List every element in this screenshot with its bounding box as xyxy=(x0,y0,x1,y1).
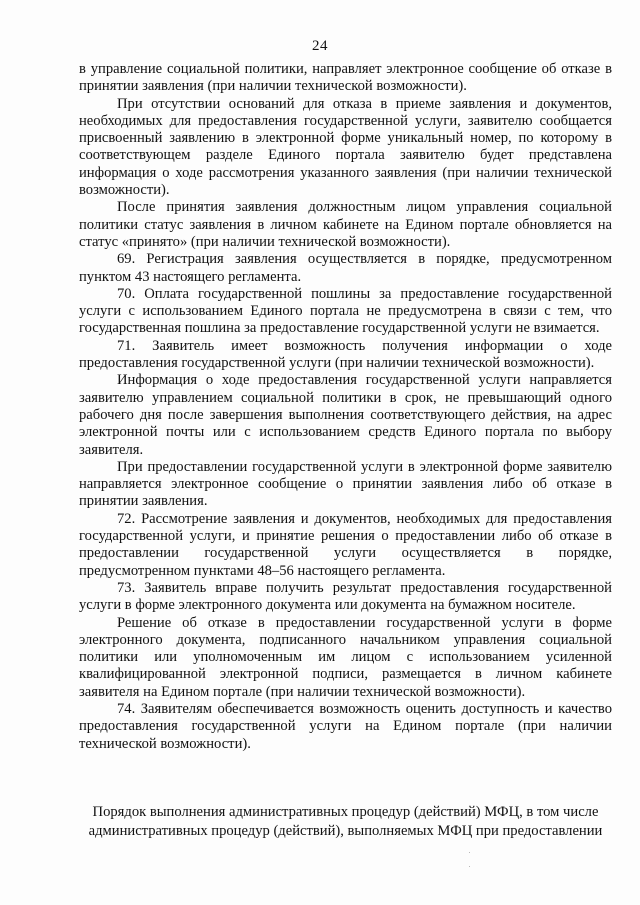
paragraph-unique-number: При отсутствии оснований для отказа в приеме заявления и документов, необходимых для предоставления государственной услуги, заявителю сообщается присвоенный заявлению в электронной форме уникальный номер, по которому в соответствующем разделе Единого портала заявителю будет представлена информация о ходе рассмотрения указанного заявления (при наличии технической возможности). xyxy=(79,95,612,199)
scan-speck xyxy=(469,852,470,853)
page-number: 24 xyxy=(312,38,328,54)
scan-speck xyxy=(469,866,470,867)
paragraph-item-71: 71. Заявитель имеет возможность получения информации о ходе предоставления государственной услуги (при наличии технической возможности). xyxy=(79,337,612,372)
paragraph-item-70: 70. Оплата государственной пошлины за предоставление государственной услуги с использованием Единого портала не предусмотрена в связи с тем, что государственная пошлина за предоставление государственной услуги не взимается. xyxy=(79,285,612,337)
body-text xyxy=(79,61,612,753)
paragraph-continuation: в управление социальной политики, направляет электронное сообщение об отказе в принятии заявления (при наличии технической возможности). xyxy=(79,61,612,95)
paragraph-item-72: 72. Рассмотрение заявления и документов, необходимых для предоставления государственной услуги, и принятие решения о предоставлении либо об отказе в предоставлении государственной услуги осуществляется в порядке, предусмотренном пунктами 48–56 настоящего регламента. xyxy=(79,510,612,579)
paragraph-electronic-message: При предоставлении государственной услуги в электронной форме заявителю направляется электронное сообщение о принятии заявления либо об отказе в принятии заявления. xyxy=(79,458,612,510)
paragraph-item-73: 73. Заявитель вправе получить результат предоставления государственной услуги в форме электронного документа или документа на бумажном носителе. xyxy=(79,579,612,614)
paragraph-item-69: 69. Регистрация заявления осуществляется в порядке, предусмотренном пунктом 43 настоящего регламента. xyxy=(79,251,612,285)
paragraph-status-accepted: После принятия заявления должностным лицом управления социальной политики статус заявления в личном кабинете на Едином портале обновляется на статус «принято» (при наличии технической возможности). xyxy=(79,199,612,250)
section-heading: Порядок выполнения административных процедур (действий) МФЦ, в том числе административных процедур (действий), выполняемых МФЦ при предоставлении xyxy=(88,804,603,839)
paragraph-refusal-decision: Решение об отказе в предоставлении государственной услуги в форме электронного документа, подписанного начальником управления социальной политики или уполномоченным им лицом с использованием усиленной квалифицированной электронной подписи, размещается в личном кабинете заявителя на Едином портале (при наличии технической возможности). xyxy=(79,614,612,700)
paragraph-progress-info: Информация о ходе предоставления государственной услуги направляется заявителю управлением социальной политики в срок, не превышающий одного рабочего дня после завершения выполнения соответствующего действия, на адрес электронной почты или с использованием средств Единого портала по выбору заявителя. xyxy=(79,372,612,458)
paragraph-item-74: 74. Заявителям обеспечивается возможность оценить доступность и качество предоставления государственной услуги на Едином портале (при наличии технической возможности). xyxy=(79,700,612,752)
